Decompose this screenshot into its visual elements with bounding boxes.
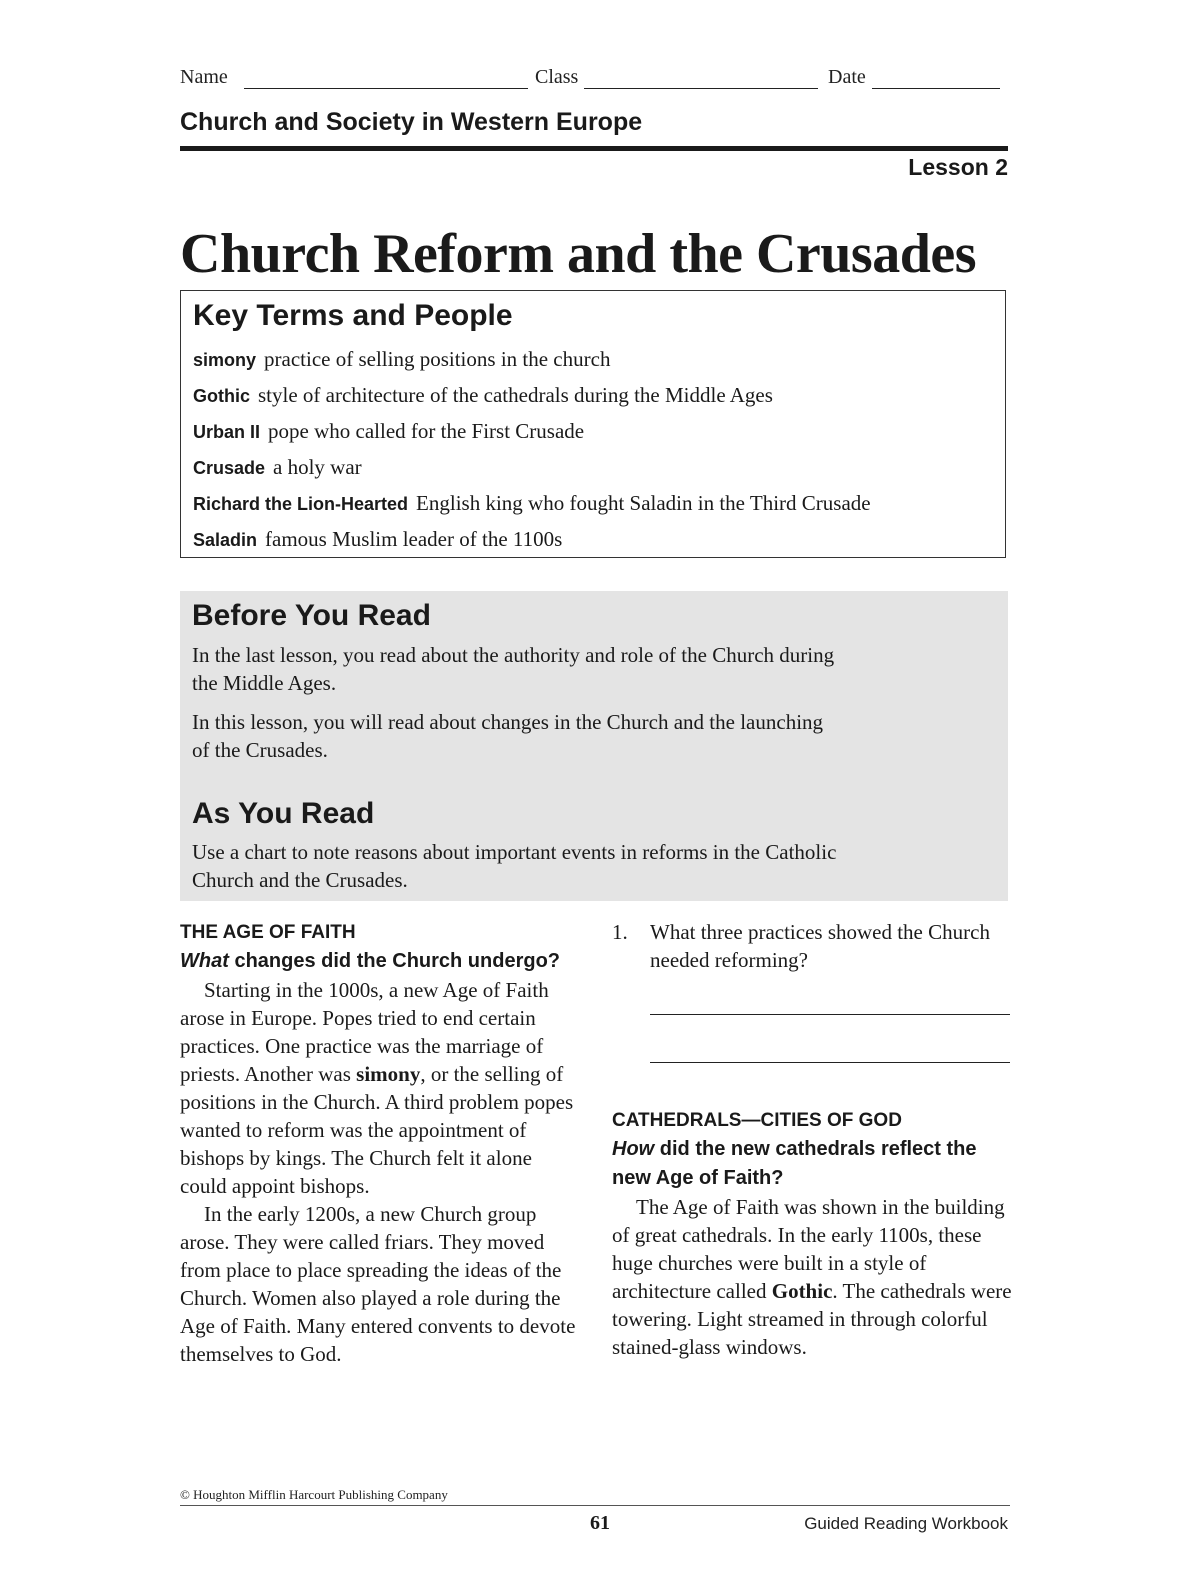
date-field[interactable] <box>872 88 1000 89</box>
workbook-name: Guided Reading Workbook <box>804 1514 1008 1533</box>
page-number: 61 <box>590 1512 610 1534</box>
section-heading: CATHEDRALS—CITIES OF GOD <box>612 1110 902 1131</box>
answer-line[interactable] <box>650 1062 1010 1063</box>
paragraph-text: The Age of Faith was shown in the building of great cathedrals. In the early 1100s, these huge churches were built in a style of architecture called <box>612 1195 1005 1303</box>
paragraph-text: Starting in the 1000s, a new Age of Faith arose in Europe. Popes tried to end certain practices. One practice was the marriage of priests. Another was <box>180 978 549 1086</box>
name-field[interactable] <box>244 88 528 89</box>
body-paragraph <box>180 976 580 1200</box>
unit-title: Church and Society in Western Europe <box>180 108 643 136</box>
section-heading: THE AGE OF FAITH <box>180 922 356 943</box>
answer-line[interactable] <box>650 1014 1010 1015</box>
lesson-label: Lesson 2 <box>908 154 1008 180</box>
question-number: 1. <box>612 920 628 944</box>
section-question <box>612 1135 1012 1193</box>
copyright-notice: © Houghton Mifflin Harcourt Publishing Company <box>180 1487 448 1502</box>
paragraph-text: . The cathedrals were towering. Light streamed in through colorful stained-glass windows. <box>612 1279 1012 1359</box>
key-term-definition: a holy war <box>273 455 362 479</box>
as-you-read-heading: As You Read <box>192 797 375 830</box>
title-divider <box>180 146 1008 151</box>
body-paragraph: In the early 1200s, a new Church group arose. They were called friars. They moved from place to place spreading the ideas of the Church. Women also played a role during the Age of Faith. Many entered convents to devote themselves to God. <box>180 1202 576 1366</box>
key-term-definition: English king who fought Saladin in the Third Crusade <box>416 491 871 515</box>
before-you-read-paragraph: In the last lesson, you read about the authority and role of the Church during the Middle Ages. <box>192 643 835 695</box>
key-term-item <box>193 419 584 444</box>
key-terms-box <box>180 290 1006 558</box>
key-term-name: Urban II <box>193 422 261 442</box>
reading-guide-box <box>180 591 1008 901</box>
key-terms-heading: Key Terms and People <box>193 299 513 332</box>
key-term-highlight: Gothic <box>771 1279 833 1303</box>
class-label: Class <box>535 66 579 88</box>
key-term-definition: practice of selling positions in the church <box>264 347 611 371</box>
page-title: Church Reform and the Crusades <box>180 223 976 285</box>
key-term-name: Gothic <box>193 386 250 406</box>
key-term-name: Saladin <box>193 530 258 550</box>
question-lead-word: How <box>612 1138 655 1160</box>
body-paragraph <box>612 1193 1012 1361</box>
date-label: Date <box>828 66 866 88</box>
class-field[interactable] <box>584 88 818 89</box>
key-term-name: simony <box>193 350 257 370</box>
paragraph-text: , or the selling of positions in the Church. A third problem popes wanted to reform was the appointment of bishops by kings. The Church felt it alone could appoint bishops. <box>180 1062 574 1198</box>
key-term-name: Crusade <box>193 458 266 478</box>
section-question <box>180 947 580 976</box>
cathedrals-section <box>612 1106 1012 1361</box>
key-term-definition: style of architecture of the cathedrals during the Middle Ages <box>258 383 773 407</box>
key-term-definition: pope who called for the First Crusade <box>268 419 585 443</box>
name-label: Name <box>180 66 228 88</box>
key-term-highlight: simony <box>356 1062 421 1086</box>
key-term-item <box>193 347 610 372</box>
question-text: What three practices showed the Church needed reforming? <box>650 920 990 972</box>
student-info-header <box>180 66 1010 96</box>
key-term-name: Richard the Lion-Hearted <box>193 494 409 514</box>
question-text: changes did the Church undergo? <box>228 950 561 972</box>
key-term-item <box>193 383 773 408</box>
question-lead-word: What <box>180 950 229 972</box>
before-you-read-paragraph: In this lesson, you will read about changes in the Church and the launching of the Crusades. <box>192 710 824 762</box>
key-term-item <box>193 491 871 516</box>
before-you-read-heading: Before You Read <box>192 599 431 632</box>
key-term-item <box>193 527 562 552</box>
footer-divider <box>180 1505 1010 1506</box>
key-term-item <box>193 455 362 480</box>
key-term-definition: famous Muslim leader of the 1100s <box>265 527 563 551</box>
question-text: did the new cathedrals reflect the new Age of Faith? <box>612 1138 977 1189</box>
age-of-faith-section <box>180 918 580 1368</box>
as-you-read-paragraph: Use a chart to note reasons about important events in reforms in the Catholic Church and the Crusades. <box>192 840 837 892</box>
